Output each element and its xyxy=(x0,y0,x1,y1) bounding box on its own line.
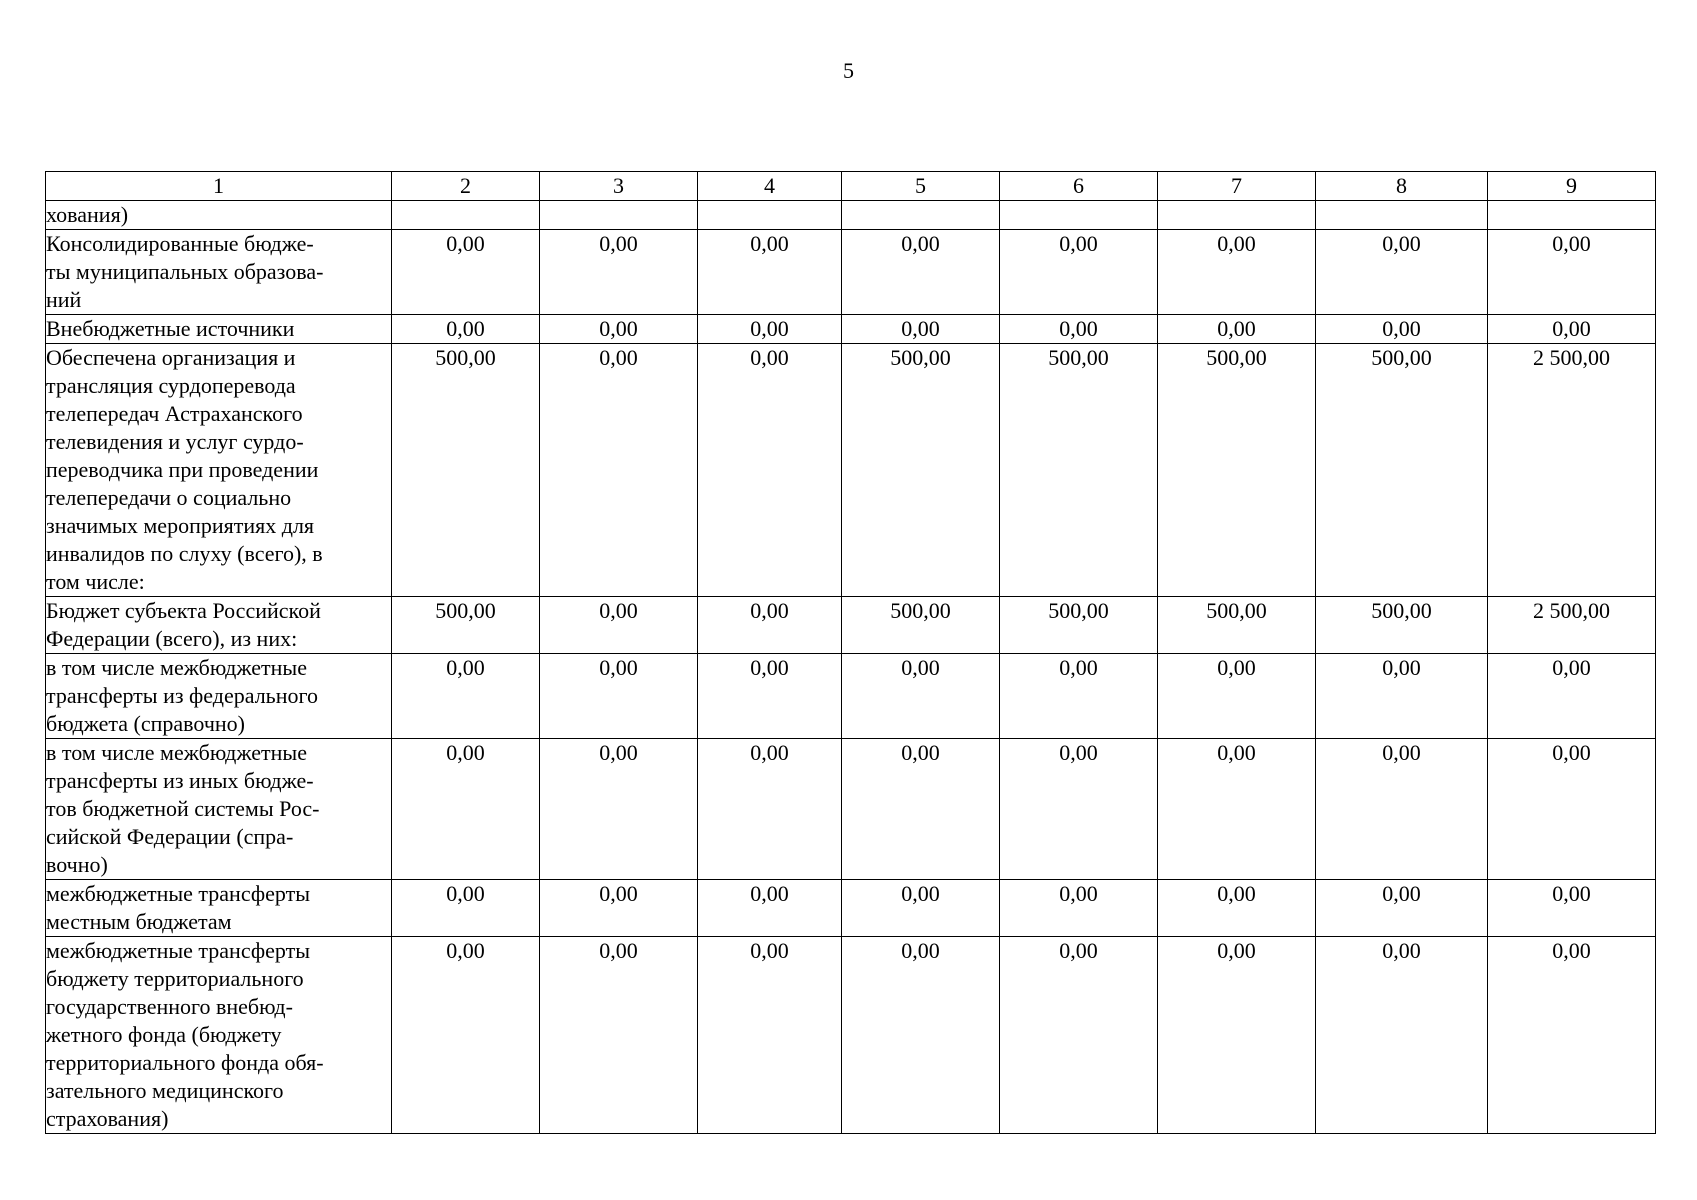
value-cell: 0,00 xyxy=(392,739,540,880)
value-cell xyxy=(540,201,698,230)
column-number: 4 xyxy=(698,172,842,201)
row-label: Внебюджетные источники xyxy=(46,315,392,344)
table-row xyxy=(46,654,1656,739)
table-row xyxy=(46,597,1656,654)
value-cell xyxy=(392,201,540,230)
value-cell: 500,00 xyxy=(1000,344,1158,597)
value-cell: 500,00 xyxy=(842,597,1000,654)
value-cell: 500,00 xyxy=(1158,344,1316,597)
value-cell: 0,00 xyxy=(392,937,540,1134)
value-cell: 0,00 xyxy=(698,739,842,880)
value-cell: 0,00 xyxy=(1158,230,1316,315)
value-cell: 0,00 xyxy=(540,739,698,880)
value-cell: 0,00 xyxy=(1000,739,1158,880)
value-cell xyxy=(1000,201,1158,230)
value-cell: 0,00 xyxy=(1488,654,1656,739)
column-number: 8 xyxy=(1316,172,1488,201)
value-cell xyxy=(698,201,842,230)
value-cell: 0,00 xyxy=(392,654,540,739)
value-cell: 0,00 xyxy=(540,654,698,739)
value-cell: 0,00 xyxy=(698,597,842,654)
table-row xyxy=(46,230,1656,315)
value-cell: 0,00 xyxy=(698,654,842,739)
value-cell: 500,00 xyxy=(1158,597,1316,654)
value-cell: 0,00 xyxy=(1316,315,1488,344)
table-row xyxy=(46,201,1656,230)
row-label: хования) xyxy=(46,201,392,230)
value-cell: 0,00 xyxy=(1000,654,1158,739)
value-cell: 0,00 xyxy=(1316,654,1488,739)
row-label: в том числе межбюджетные трансферты из федерального бюджета (справочно) xyxy=(46,654,392,739)
value-cell: 0,00 xyxy=(540,344,698,597)
value-cell: 500,00 xyxy=(392,597,540,654)
value-cell: 0,00 xyxy=(842,739,1000,880)
value-cell: 0,00 xyxy=(1000,230,1158,315)
value-cell: 500,00 xyxy=(392,344,540,597)
value-cell: 0,00 xyxy=(1488,937,1656,1134)
value-cell: 0,00 xyxy=(698,880,842,937)
table-row xyxy=(46,315,1656,344)
table-row xyxy=(46,739,1656,880)
value-cell: 0,00 xyxy=(1158,880,1316,937)
value-cell: 500,00 xyxy=(842,344,1000,597)
column-number: 7 xyxy=(1158,172,1316,201)
column-number: 3 xyxy=(540,172,698,201)
value-cell: 0,00 xyxy=(540,937,698,1134)
value-cell: 0,00 xyxy=(392,880,540,937)
value-cell: 500,00 xyxy=(1000,597,1158,654)
value-cell: 0,00 xyxy=(842,880,1000,937)
table-row xyxy=(46,880,1656,937)
value-cell xyxy=(842,201,1000,230)
value-cell: 0,00 xyxy=(842,315,1000,344)
row-label: Консолидированные бюдже- ты муниципальных образова- ний xyxy=(46,230,392,315)
column-number: 9 xyxy=(1488,172,1656,201)
column-number-row xyxy=(46,172,1656,201)
value-cell: 0,00 xyxy=(698,937,842,1134)
value-cell: 0,00 xyxy=(1488,230,1656,315)
value-cell xyxy=(1316,201,1488,230)
value-cell: 0,00 xyxy=(540,315,698,344)
value-cell: 0,00 xyxy=(1000,937,1158,1134)
value-cell: 0,00 xyxy=(392,230,540,315)
row-label: межбюджетные трансферты бюджету территориального государственного внебюд- жетного фонда (бюджету территориального фонда обя- зательного медицинского страхования) xyxy=(46,937,392,1134)
table-row xyxy=(46,344,1656,597)
value-cell: 0,00 xyxy=(698,315,842,344)
value-cell: 0,00 xyxy=(1158,654,1316,739)
column-number: 1 xyxy=(46,172,392,201)
value-cell: 2 500,00 xyxy=(1488,344,1656,597)
value-cell: 0,00 xyxy=(1488,739,1656,880)
value-cell: 2 500,00 xyxy=(1488,597,1656,654)
value-cell: 0,00 xyxy=(1158,739,1316,880)
value-cell: 0,00 xyxy=(1158,315,1316,344)
value-cell: 0,00 xyxy=(698,344,842,597)
value-cell: 500,00 xyxy=(1316,597,1488,654)
value-cell: 0,00 xyxy=(1488,315,1656,344)
value-cell: 0,00 xyxy=(1316,880,1488,937)
value-cell: 0,00 xyxy=(540,230,698,315)
value-cell: 0,00 xyxy=(1000,880,1158,937)
column-number: 2 xyxy=(392,172,540,201)
value-cell: 0,00 xyxy=(698,230,842,315)
value-cell: 0,00 xyxy=(842,230,1000,315)
row-label: Бюджет субъекта Российской Федерации (всего), из них: xyxy=(46,597,392,654)
value-cell: 0,00 xyxy=(1488,880,1656,937)
value-cell: 0,00 xyxy=(842,937,1000,1134)
value-cell xyxy=(1158,201,1316,230)
value-cell: 0,00 xyxy=(1316,739,1488,880)
table-row xyxy=(46,937,1656,1134)
table-body xyxy=(46,201,1656,1134)
column-number: 5 xyxy=(842,172,1000,201)
value-cell: 0,00 xyxy=(1000,315,1158,344)
value-cell: 0,00 xyxy=(1316,937,1488,1134)
row-label: Обеспечена организация и трансляция сурдоперевода телепередач Астраханского телевидения и услуг сурдо- переводчика при проведении телепередачи о социально значимых мероприятиях для инвалидов по слуху (всего), в том числе: xyxy=(46,344,392,597)
value-cell: 500,00 xyxy=(1316,344,1488,597)
row-label: в том числе межбюджетные трансферты из иных бюдже- тов бюджетной системы Рос- сийской Федерации (спра- вочно) xyxy=(46,739,392,880)
value-cell: 0,00 xyxy=(540,880,698,937)
page-number: 5 xyxy=(843,58,854,83)
row-label: межбюджетные трансферты местным бюджетам xyxy=(46,880,392,937)
value-cell: 0,00 xyxy=(842,654,1000,739)
value-cell: 0,00 xyxy=(1316,230,1488,315)
value-cell: 0,00 xyxy=(540,597,698,654)
value-cell xyxy=(1488,201,1656,230)
value-cell: 0,00 xyxy=(1158,937,1316,1134)
column-number: 6 xyxy=(1000,172,1158,201)
budget-table xyxy=(45,171,1656,1134)
value-cell: 0,00 xyxy=(392,315,540,344)
